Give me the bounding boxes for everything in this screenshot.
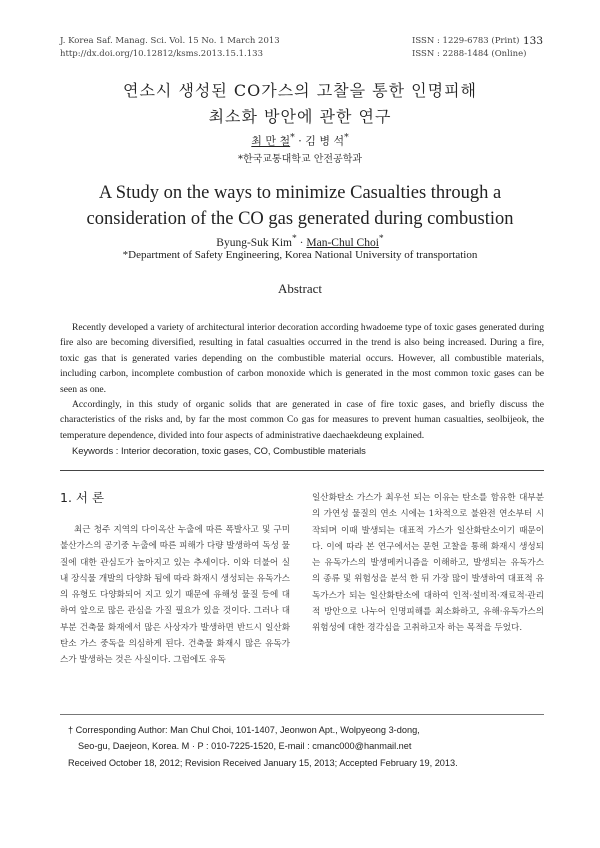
english-author-2: Man-Chul Choi	[306, 236, 379, 249]
abstract-paragraph-2: Accordingly, in this study of organic solids that are generated in case of fire toxic gases, and briefly discuss the characteristics of the risks and, by far the most common Co gas for measures to prevent human casualties, seolbijeok, the temperature dependence, divided into four aspects of administrative daechaekdeung explained.	[60, 399, 544, 441]
korean-author-1: 최 만 철	[251, 134, 291, 148]
korean-title-line1: 연소시 생성된 CO가스의 고찰을 통한 인명피해	[123, 81, 477, 100]
english-author-2-mark: *	[378, 233, 384, 244]
corresponding-author: † Corresponding Author: Man Chul Choi, 101-1407, Jeonwon Apt., Wolpyeong 3-dong,	[68, 725, 420, 735]
introduction-paragraph-right: 일산화탄소 가스가 최우선 되는 이유는 탄소를 함유한 대부분의 가연성 물질의 연소 시에는 1차적으로 불완전 연소부터 시작되며 이때 발생되는 대표적 가스가 일산화탄소이기 때문이다. 이에 따라 본 연구에서는 문헌 고찰을 통해 화재시 생성되는 유독가스의 발생메커니즘을 이해하고, 발생되는 유독가스의 종류 및 위험성을 분석 한 뒤 가장 많이 발생하여 대표적 유독가스가 되는 일산화탄소에 대하여 인적·설비적·재료적·관리적 방안으로 나누어 인명피해를 최소화하고, 유해·유독가스의 위험성에 대한 경각심을 고취하고자 하는 목적을 두었다.	[312, 493, 544, 634]
english-affiliation: *Department of Safety Engineering, Korea National University of transportation	[122, 249, 478, 261]
english-author-1-mark: *	[292, 233, 297, 244]
received-dates: Received October 18, 2012; Revision Received January 15, 2013; Accepted February 19, 2013.	[68, 757, 458, 768]
english-authors	[0, 233, 600, 249]
abstract-paragraph-1: Recently developed a variety of architectural interior decoration according hwadoeme type of toxic gases generated during fire also are becoming diversified, resulting in fatal casualties occurred in the trend is also being increased. During a fire, toxic gas that is generated varies depending on the combustible material occurs. However, all combustible materials, including carbon, incomplete combustion of carbon monoxide which is generated in the most common toxic gases can be seen as one.	[60, 322, 544, 395]
journal-citation: J. Korea Saf. Manag. Sci. Vol. 15 No. 1 March 2013	[60, 36, 280, 46]
english-author-1: Byung-Suk Kim	[216, 236, 292, 249]
footnote	[68, 722, 548, 771]
page-number: 133	[523, 35, 544, 47]
english-title-line2: consideration of the CO gas generated during combustion	[86, 209, 514, 229]
english-author-separator: ·	[296, 236, 307, 249]
keywords: Keywords : Interior decoration, toxic gases, CO, Combustible materials	[72, 445, 366, 457]
doi-link[interactable]: http://dx.doi.org/10.12812/ksms.2013.15.1.133	[60, 49, 263, 59]
left-column	[60, 522, 290, 669]
introduction-paragraph-left: 최근 청주 지역의 다이옥산 누출에 따른 폭발사고 및 구미 불산가스의 공기중 누출에 따른 피해가 다량 발생하여 독성 물질에 대한 관심도가 높아지고 있는 추세이다. 이와 더불어 실내 장식물 개발의 다양화 됨에 따라 화재시 생성되는 유독가스의 유형도 다양화되어 지고 있기 때문에 유해성 물질 등에 대하여 앞으로 많은 관심을 가질 필요가 있을 것이다. 그러나 대부분 건축물 화재에서 많은 사상자가 발생하면 반드시 일산화탄소 가스 중독을 의심하게 된다. 건축물 화재시 많은 유독가스가 발생하는 것은 사실이다. 그럼에도 유독	[60, 525, 290, 666]
abstract-heading: Abstract	[277, 281, 323, 296]
korean-author-2-mark: *	[344, 132, 349, 143]
contact-info: Seo-gu, Daejeon, Korea. M · P : 010-7225-1520, E-mail : cmanc000@hanmail.net	[78, 741, 412, 752]
korean-author-2: 김 병 석	[305, 134, 345, 148]
footnote-divider	[60, 714, 544, 715]
issn-online: ISSN : 2288-1484 (Online)	[412, 49, 527, 59]
section-heading-introduction: 1. 서 론	[60, 490, 105, 505]
korean-authors	[0, 132, 600, 149]
korean-affiliation: *한국교통대학교 안전공학과	[237, 154, 363, 165]
issn-print: ISSN : 1229-6783 (Print)	[412, 36, 520, 46]
english-title-line1: A Study on the ways to minimize Casualties through a	[98, 183, 502, 203]
abstract-divider	[60, 470, 544, 471]
korean-title-line2: 최소화 방안에 관한 연구	[208, 107, 392, 126]
korean-author-1-mark: *	[290, 132, 295, 143]
korean-author-separator: ·	[294, 134, 306, 148]
abstract-body	[60, 320, 544, 459]
right-column	[312, 490, 544, 637]
